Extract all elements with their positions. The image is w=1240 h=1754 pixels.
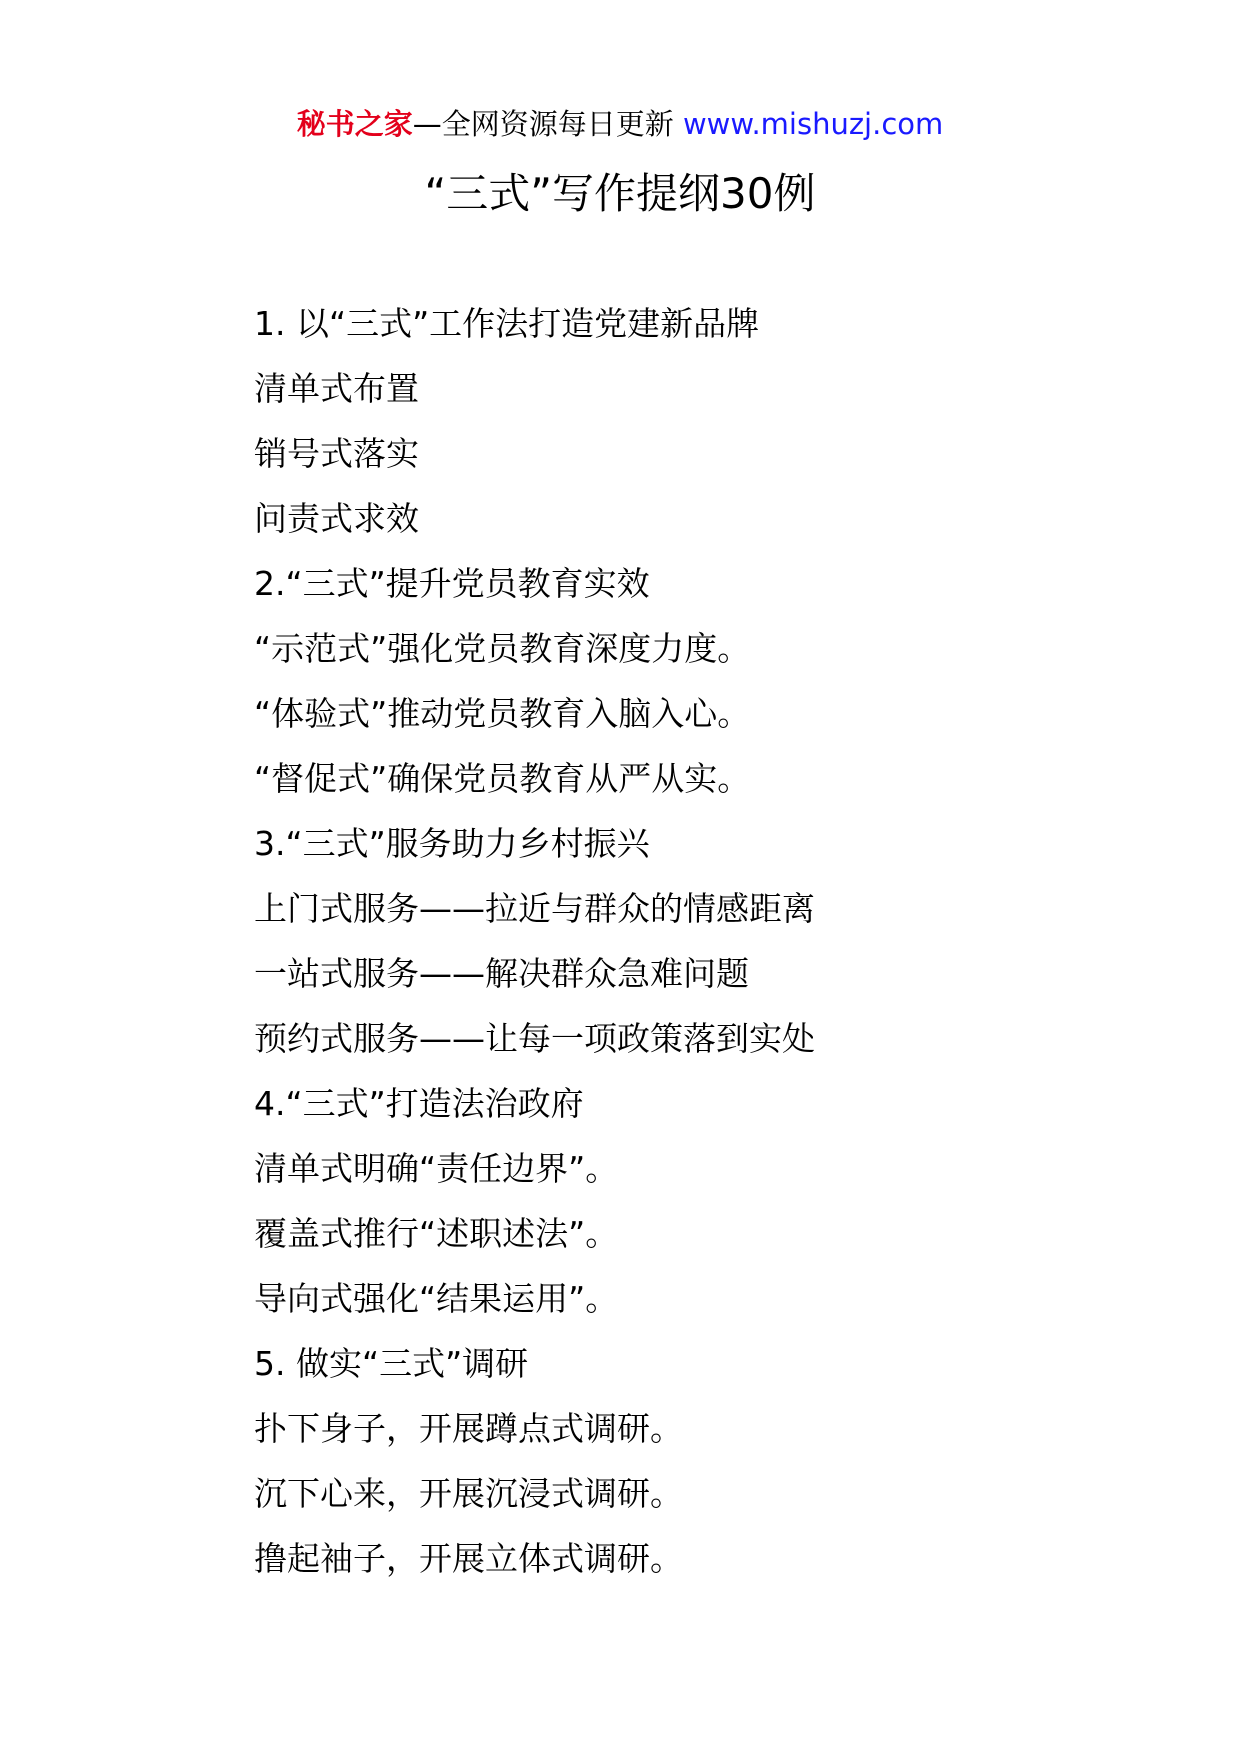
outline-item: “示范式”强化党员教育深度力度。 xyxy=(254,629,751,668)
outline-item: 清单式明确“责任边界”。 xyxy=(254,1149,619,1188)
outline-item: 撸起袖子，开展立体式调研。 xyxy=(254,1539,683,1578)
outline-item: 覆盖式推行“述职述法”。 xyxy=(254,1214,619,1253)
outline-item: 问责式求效 xyxy=(254,499,419,538)
outline-item: “督促式”确保党员教育从严从实。 xyxy=(254,759,751,798)
outline-item: 上门式服务——拉近与群众的情感距离 xyxy=(254,889,815,928)
outline-item: 扑下身子，开展蹲点式调研。 xyxy=(254,1409,683,1448)
brand-name: 秘书之家 xyxy=(296,107,413,141)
document-title: “三式”写作提纲30例 xyxy=(424,169,816,218)
site-url-link[interactable]: www.mishuzj.com xyxy=(682,107,944,141)
section-heading: 3.“三式”服务助力乡村振兴 xyxy=(254,824,650,863)
outline-item: 一站式服务——解决群众急难问题 xyxy=(254,954,749,993)
section-heading: 5. 做实“三式”调研 xyxy=(254,1344,529,1383)
outline-item: “体验式”推动党员教育入脑入心。 xyxy=(254,694,751,733)
outline-item: 导向式强化“结果运用”。 xyxy=(254,1279,619,1318)
outline-item: 沉下心来，开展沉浸式调研。 xyxy=(254,1474,683,1513)
outline-item: 预约式服务——让每一项政策落到实处 xyxy=(254,1019,815,1058)
outline-item: 销号式落实 xyxy=(254,434,419,473)
section-heading: 1. 以“三式”工作法打造党建新品牌 xyxy=(254,304,760,343)
outline-item: 清单式布置 xyxy=(254,369,419,408)
header-tagline: —全网资源每日更新 xyxy=(412,107,683,141)
site-header xyxy=(0,100,1240,148)
outline-body xyxy=(254,292,1154,1592)
section-heading: 4.“三式”打造法治政府 xyxy=(254,1084,584,1123)
section-heading: 2.“三式”提升党员教育实效 xyxy=(254,564,650,603)
